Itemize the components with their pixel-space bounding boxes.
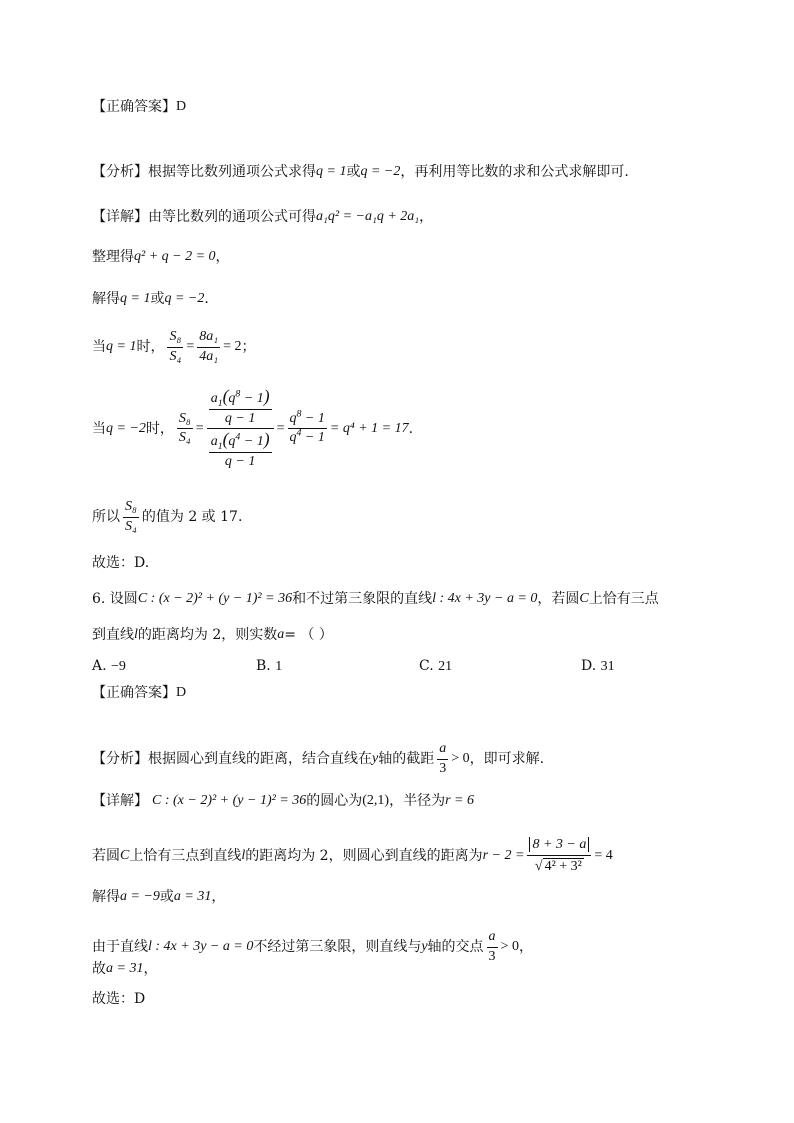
or-text: 或: [346, 164, 361, 180]
option-c: [419, 658, 452, 675]
solve-line-2: [92, 890, 225, 904]
math-var-l: l: [241, 848, 246, 864]
analysis-label: 【分析】: [92, 164, 148, 180]
question-text: 的距离均为 2，则实数: [137, 627, 278, 643]
fraction-s8-s4: [177, 412, 193, 446]
math-center: (2,1): [362, 793, 390, 808]
detail-label: 【详解】: [92, 209, 148, 225]
math-condition: q = 1: [106, 339, 137, 355]
math-radius: r = 6: [445, 793, 474, 808]
question-text: 上恰有三点: [588, 591, 659, 607]
math-var-y: y: [421, 939, 428, 955]
math-line-eq: l : 4x + 3y − a = 0: [148, 939, 254, 955]
frac-denominator: 3: [439, 760, 447, 776]
detail-text: ，半径为: [389, 793, 446, 809]
math-a-eq-31: a = 31: [106, 961, 144, 976]
choose-text: 故选：D.: [92, 555, 150, 571]
math-circle-eq: C : (x − 2)² + (y − 1)² = 36: [152, 793, 307, 808]
question-text: 到直线: [92, 627, 134, 643]
fraction-s8-s4: [123, 500, 139, 534]
analysis-line-2: [92, 742, 544, 776]
option-value: 1: [275, 659, 283, 674]
choose-text: 故选：D: [92, 991, 146, 1007]
math-var-y: y: [372, 751, 379, 767]
frac-denominator: S₄: [125, 518, 137, 534]
sqrt-icon: √: [534, 858, 543, 874]
answer-line-1: [92, 100, 186, 114]
suffix-text: 时，: [145, 420, 174, 437]
math-var-C: C: [579, 591, 589, 606]
conclusion-line-1: [92, 500, 242, 534]
option-a: [92, 658, 126, 675]
radicand: 4² + 3²: [544, 858, 582, 874]
math-q-eq-1: q = 1: [316, 164, 347, 179]
fraction-q8-q4: $\frac{q^8 - 1}{q^4 - 1}$: [289, 408, 325, 446]
reason-line-2: [92, 930, 533, 964]
answer-value: D: [176, 685, 187, 700]
suffix-text: 时，: [136, 339, 165, 356]
fraction-a-3: [437, 742, 448, 776]
prefix-text: 当: [92, 420, 106, 437]
math-a-eq-31: a = 31: [173, 889, 212, 904]
math-var-a: a: [277, 627, 285, 642]
reason-text: 由于直线: [92, 939, 148, 956]
math-gt: > 0: [451, 751, 470, 767]
math-q-eq-1: q = 1: [120, 291, 151, 306]
distance-fraction: [527, 838, 591, 874]
math-circle-eq: C : (x − 2)² + (y − 1)² = 36: [137, 591, 293, 606]
analysis-line-1: [92, 165, 629, 179]
punct: .: [204, 291, 209, 307]
math-gt: > 0: [500, 939, 519, 955]
math-line-eq: l : 4x + 3y − a = 0: [432, 591, 538, 606]
option-label: B.: [256, 658, 271, 674]
choose-line-2: [92, 992, 145, 1006]
option-value: 31: [600, 659, 615, 674]
frac-numerator: S₈: [177, 412, 193, 430]
analysis-text-tail: ，再利用等比数的求和公式求解即可.: [400, 164, 629, 180]
frac-numerator: a: [437, 742, 448, 760]
frac-denominator: S₄: [169, 348, 182, 364]
answer-label: 【正确答案】: [92, 99, 176, 115]
compound-fraction: [207, 388, 274, 470]
answer-value: D: [176, 99, 187, 114]
math-result: = 4: [594, 848, 613, 864]
question-text: 和不过第三象限的直线: [292, 591, 433, 607]
sqrt-expr: [535, 858, 584, 875]
frac-numerator: S₈: [123, 500, 139, 518]
option-label: A.: [92, 658, 107, 674]
frac-numerator: S₈: [167, 330, 183, 348]
distance-text: 上恰有三点到直线: [129, 848, 242, 865]
therefore-line-2: [92, 962, 157, 976]
option-value: −9: [111, 659, 126, 674]
prefix-text: 故: [92, 961, 106, 977]
case-q1-line: 当 q = 1 时， $\frac{\text{S₈}}{\text{S₄}}$ = $\frac{\text{8a₁}}{\text{4a₁}}$ = 2 ；: [92, 329, 256, 364]
option-label: C.: [419, 658, 434, 674]
distance-text: 若圆: [92, 848, 120, 865]
math-equation: a₁q² = −a₁q + 2a₁: [316, 209, 420, 224]
choose-line-1: [92, 556, 149, 570]
distance-line: [92, 838, 613, 874]
option-label: D.: [581, 658, 597, 674]
math-equation: q² + q − 2 = 0: [134, 249, 216, 264]
analysis-text: 轴的截距: [378, 751, 435, 768]
punct: ；: [241, 339, 256, 356]
punct: ，: [143, 961, 158, 977]
option-b: [256, 658, 282, 675]
or-text: 或: [159, 889, 174, 905]
math-q-eq-minus-2: q = −2: [164, 291, 205, 306]
detail-label: 【详解】: [92, 793, 148, 809]
math-var-l: l: [134, 627, 138, 642]
frac-denominator: 4a₁: [199, 348, 219, 364]
option-d: [581, 658, 615, 675]
math-a-eq-minus-9: a = −9: [120, 889, 160, 904]
answer-label: 【正确答案】: [92, 685, 176, 701]
fraction-8a1-4a1: [197, 330, 220, 364]
or-text: 或: [150, 291, 165, 307]
question-6-line-2: [92, 628, 333, 642]
reason-text: 不经过第三象限，则直线与: [253, 939, 422, 956]
math-q-eq-minus-2: q = −2: [360, 164, 401, 179]
prefix-text: 所以: [92, 509, 120, 526]
fraction-s8-s4: [167, 330, 183, 364]
compound-denominator: $\frac{a_1(q^4 - 1)}{q - 1}$: [210, 429, 270, 470]
frac-numerator: 8a₁: [197, 330, 220, 348]
frac-denominator: S₄: [178, 430, 191, 446]
answer-line-2: [92, 686, 186, 700]
frac-denominator: [533, 856, 586, 875]
prefix-text: 解得: [92, 889, 120, 905]
detail-text: 由等比数列的通项公式可得: [148, 209, 316, 225]
math-var-C: C: [120, 848, 130, 864]
abs-value: 8 + 3 − a: [529, 837, 589, 852]
question-number: 6. 设圆: [92, 591, 138, 607]
math-result: = 2: [223, 339, 242, 355]
option-value: 21: [438, 659, 453, 674]
question-blank: = （ ）: [284, 627, 333, 643]
question-text: ，若圆: [537, 591, 580, 607]
question-6-line-1: [92, 592, 659, 606]
frac-numerator: [527, 838, 591, 856]
punct: ，: [215, 249, 230, 265]
detail-text: 的圆心为: [306, 793, 363, 809]
prefix-text: 当: [92, 339, 106, 356]
analysis-label: 【分析】: [92, 751, 148, 768]
punct: ，: [518, 939, 533, 956]
detail-line-1: [92, 210, 433, 224]
detail-line-2: [92, 794, 474, 808]
analysis-text: 根据等比数列通项公式求得: [148, 164, 316, 180]
conclusion-text: 的值为 2 或 17.: [141, 509, 243, 526]
case-q-minus2-line: 当 q = −2 时， $\frac{\text{S₈}}{\text{S₄}}$ = $\frac{\frac{a_1(q^8 - 1)}{q - 1}}{\frac{a_1(q^4 - 1)}{q - 1}}$ = $\frac{q^8 - 1}{q^4 - 1}$ = q⁴ + 1 = 17 .: [92, 386, 414, 470]
analysis-text-tail: ，即可求解.: [469, 751, 545, 768]
simplify-line: [92, 250, 230, 264]
prefix-text: 整理得: [92, 249, 134, 265]
compound-numerator: $\frac{a_1(q^8 - 1)}{q - 1}$: [207, 388, 274, 429]
math-condition: q = −2: [106, 420, 146, 436]
math-expr: r − 2 =: [482, 848, 525, 864]
distance-text: 的距离均为 2，则圆心到直线的距离为: [245, 848, 483, 865]
fraction-a-3: [487, 930, 498, 964]
analysis-text: 根据圆心到直线的距离，结合直线在: [148, 751, 372, 768]
punct: ，: [211, 889, 226, 905]
math-result: = q⁴ + 1 = 17: [329, 420, 409, 436]
frac-denominator: 3: [488, 948, 496, 964]
punct: .: [408, 420, 414, 437]
prefix-text: 解得: [92, 291, 120, 307]
reason-text: 轴的交点: [427, 939, 484, 956]
solve-line-1: [92, 292, 209, 306]
frac-numerator: a: [487, 930, 498, 948]
punct: ，: [419, 209, 434, 225]
